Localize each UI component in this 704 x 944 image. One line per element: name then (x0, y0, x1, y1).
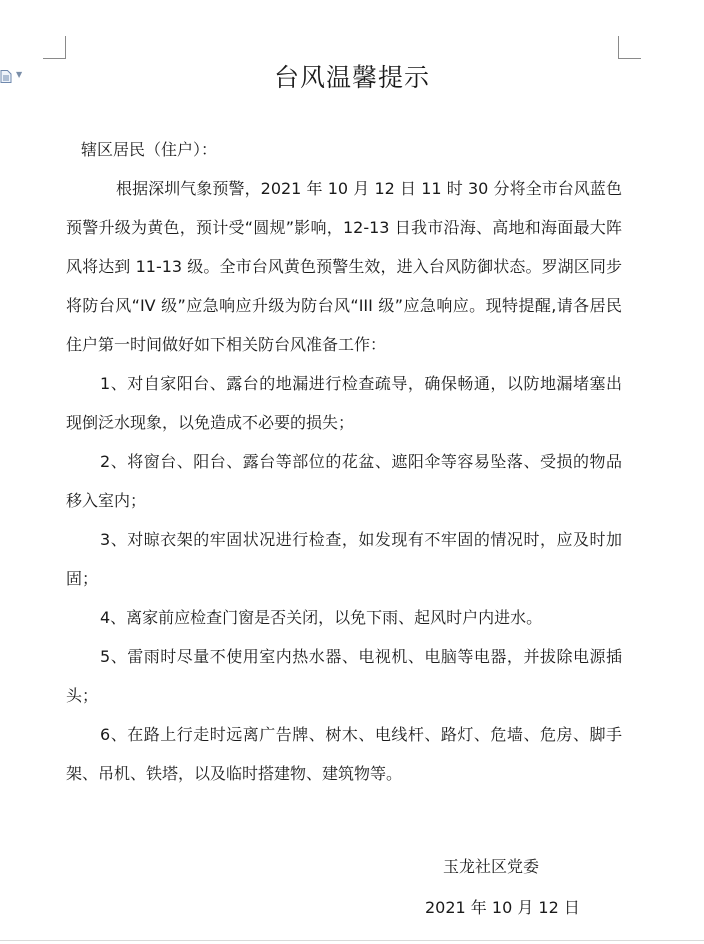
caret-down-icon[interactable]: ▼ (16, 70, 23, 79)
margin-corner-top-right (618, 36, 641, 59)
intro-paragraph: 根据深圳气象预警，2021 年 10 月 12 日 11 时 30 分将全市台风蓝色预警升级为黄色，预计受“圆规”影响，12-13 日我市沿海、高地和海面最大阵风将达到 11-13 级。全市台风黄色预警生效，进入台风防御状态。罗湖区同步将防台风“IV 级”应急响应升级为防台风“III 级”应急响应。现特提醒,请各居民住户第一时间做好如下相关防台风准备工作： (66, 179, 622, 354)
salutation: 辖区居民（住户）： (81, 140, 218, 159)
list-item: 2、将窗台、阳台、露台等部位的花盆、遮阳伞等容易坠落、受损的物品移入室内； (66, 452, 622, 510)
document-title: 台风温馨提示 (273, 63, 430, 92)
list-item: 6、在路上行走时远离广告牌、树木、电线杆、路灯、危墙、危房、脚手架、吊机、铁塔，以及临时搭建物、建筑物等。 (66, 725, 622, 783)
page-bottom-divider (0, 940, 704, 941)
list-item: 1、对自家阳台、露台的地漏进行检查疏导，确保畅通，以防地漏堵塞出现倒泛水现象，以免造成不必要的损失； (66, 374, 622, 432)
margin-corner-top-left (43, 36, 66, 59)
signature-organization: 玉龙社区党委 (443, 857, 540, 876)
document-body (66, 130, 622, 793)
list-item: 4、离家前应检查门窗是否关闭，以免下雨、起风时户内进水。 (100, 608, 543, 627)
list-item: 5、雷雨时尽量不使用室内热水器、电视机、电脑等电器，并拔除电源插头； (66, 647, 622, 705)
list-item: 3、对晾衣架的牢固状况进行检查，如发现有不牢固的情况时，应及时加固； (66, 530, 622, 588)
signature-date: 2021 年 10 月 12 日 (425, 898, 580, 917)
